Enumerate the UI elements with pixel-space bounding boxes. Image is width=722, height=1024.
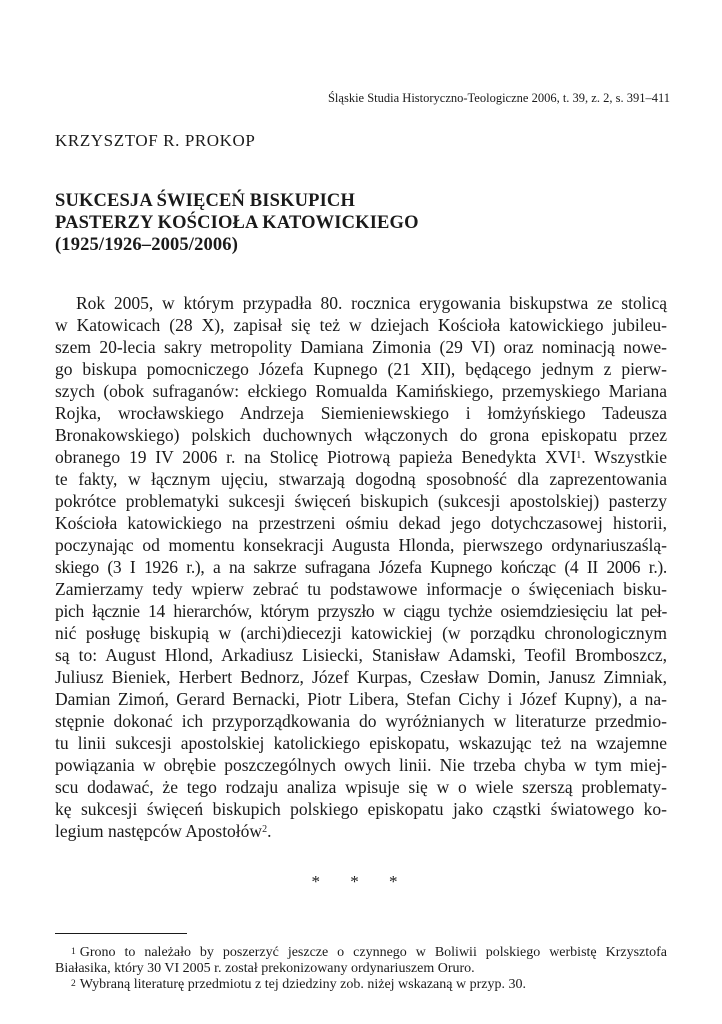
paragraph-line: nić posługę biskupią w (archi)diecezji katowickiej (w porządku chronologicznym bbox=[55, 623, 667, 643]
journal-reference: Śląskie Studia Historyczno-Teologiczne 2006, t. 39, z. 2, s. 391–411 bbox=[327, 91, 670, 105]
paragraph-line: go biskupa pomocniczego Józefa Kupnego (21 XII), będącego jednym z pierw- bbox=[55, 359, 667, 379]
footnote-divider bbox=[55, 933, 187, 934]
paragraph-line: kę sukcesji święceń biskupich polskiego episkopatu jako cząstki światowego ko- bbox=[55, 799, 667, 819]
paragraph-line-text: obranego 19 IV 2006 r. na Stolicę Piotrową papieża Benedykta XVI bbox=[55, 447, 577, 467]
paragraph-line: pich łącznie 14 hierarchów, którym przyszło w ciągu tychże osiemdziesięciu lat peł- bbox=[55, 601, 667, 621]
footnote-ref-2[interactable]: 2 bbox=[262, 824, 268, 835]
title-line: (1925/1926–2005/2006) bbox=[55, 235, 239, 255]
article-title bbox=[55, 190, 419, 256]
paragraph-line: Zamierzamy tedy wpierw zebrać tu podstawowe informacje o święceniach bisku- bbox=[55, 579, 667, 599]
paragraph-line: Juliusz Bieniek, Herbert Bednorz, Józef Kurpas, Czesław Domin, Janusz Zimniak, bbox=[55, 667, 667, 687]
paragraph-line-tail: . bbox=[267, 821, 272, 841]
paragraph-line: scu dodawać, że tego rodzaju analiza wpisuje się w o wiele szerszą problematy- bbox=[55, 777, 667, 797]
paragraph-line-text: legium następców Apostołów bbox=[55, 821, 263, 841]
footnote-text: Grono to należało by poszerzyć jeszcze o czynnego w Boliwii polskiego werbistę Krzysztofa bbox=[79, 945, 667, 960]
paragraph-line bbox=[55, 446, 667, 468]
paragraph-line bbox=[55, 820, 667, 842]
author-name: KRZYSZTOF R. PROKOP bbox=[55, 131, 256, 150]
paragraph-line: szych (obok sufraganów: ełckiego Romualda Kamińskiego, przemyskiego Mariana bbox=[55, 381, 667, 401]
paragraph-line: Bronakowskiego) polskich duchownych włączonych do grona episkopatu przez bbox=[55, 425, 667, 445]
paragraph-line: pokrótce problematyki sukcesji święceń biskupich (sukcesji apostolskiej) pasterzy bbox=[55, 491, 667, 511]
paragraph-line: szem 20-lecia sakry metropolity Damiana Zimonia (29 VI) oraz nominacją nowe- bbox=[55, 337, 667, 357]
footnote-2 bbox=[55, 977, 667, 993]
main-paragraph bbox=[55, 292, 667, 842]
footnotes bbox=[55, 945, 667, 993]
footnote-text: Wybraną literaturę przedmiotu z tej dziedziny zob. niżej wskazaną w przyp. 30. bbox=[79, 977, 526, 992]
paragraph-line: Rojka, wrocławskiego Andrzeja Siemieniewskiego i łomżyńskiego Tadeusza bbox=[55, 403, 667, 423]
paragraph-line: tu linii sukcesji apostolskiej katolickiego episkopatu, wskazując też na wzajemne bbox=[55, 733, 667, 753]
title-line: SUKCESJA ŚWIĘCEŃ BISKUPICH bbox=[55, 191, 355, 211]
title-line: PASTERZY KOŚCIOŁA KATOWICKIEGO bbox=[55, 213, 419, 233]
footnote-1-continued: Białasika, który 30 VI 2005 r. został prekonizowany ordynariuszem Oruro. bbox=[55, 961, 475, 976]
paragraph-line-tail: . Wszystkie bbox=[581, 447, 667, 467]
paragraph-line: Kościoła katowickiego na przestrzeni ośmiu dekad jego dotychczasowej historii, bbox=[55, 513, 667, 533]
footnote-number: 2 bbox=[71, 979, 76, 989]
footnote-1 bbox=[55, 945, 667, 961]
paragraph-line: poczynając od momentu konsekracji Augusta Hlonda, pierwszego ordynariuszaślą- bbox=[55, 535, 667, 555]
paragraph-line: skiego (3 I 1926 r.), a na sakrze sufragana Józefa Kupnego kończąc (4 II 2006 r.). bbox=[55, 557, 667, 577]
section-separator: * * * bbox=[311, 872, 411, 891]
footnote-ref-1[interactable]: 1 bbox=[576, 450, 582, 461]
paragraph-line: w Katowicach (28 X), zapisał się też w dziejach Kościoła katowickiego jubileu- bbox=[55, 315, 667, 335]
paragraph-line: stępnie dokonać ich przyporządkowania do wyróżnianych w literaturze przedmio- bbox=[55, 711, 667, 731]
paragraph-line: Damian Zimoń, Gerard Bernacki, Piotr Libera, Stefan Cichy i Józef Kupny), a na- bbox=[55, 689, 667, 709]
paragraph-line: są to: August Hlond, Arkadiusz Lisiecki, Stanisław Adamski, Teofil Bromboszcz, bbox=[55, 645, 667, 665]
paragraph-line: Rok 2005, w którym przypadła 80. rocznica erygowania biskupstwa ze stolicą bbox=[76, 293, 667, 313]
footnote-number: 1 bbox=[71, 947, 76, 957]
paragraph-line: powiązania w obrębie poszczególnych owych linii. Nie trzeba chyba w tym miej- bbox=[55, 755, 667, 775]
paragraph-line: te fakty, w łącznym ujęciu, stwarzają dogodną sposobność dla zaprezentowania bbox=[55, 469, 667, 489]
